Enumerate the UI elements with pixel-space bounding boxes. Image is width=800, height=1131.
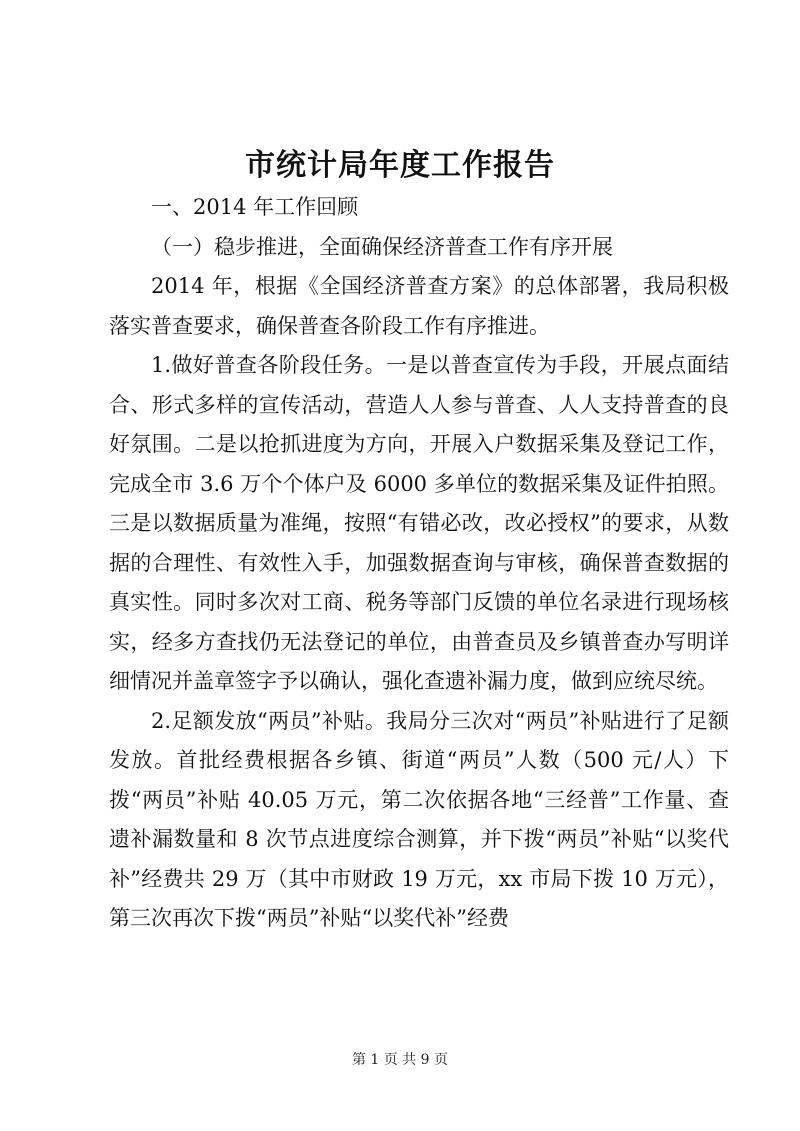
body-paragraph: 2.足额发放“两员”补贴。我局分三次对“两员”补贴进行了足额发放。首批经费根据各乡镇、街道“两员”人数（500 元/人）下拨“两员”补贴 40.05 万元，第二次依据各地“三经普”工作量、查遗补漏数量和 8 次节点进度综合测算，并下拨“两员”补贴“以奖代补”经费共 29 万（其中市财政 19 万元，xx 市局下拨 10 万元），第三次再次下拨“两员”补贴“以奖代补”经费: [109, 708, 729, 930]
section-heading: 一、2014 年工作回顾: [151, 195, 359, 219]
document-title: 市统计局年度工作报告: [245, 148, 555, 183]
subsection-heading: （一）稳步推进，全面确保经济普查工作有序开展: [151, 234, 613, 259]
document-body: [109, 188, 729, 939]
body-paragraph: 2014 年，根据《全国经济普查方案》的总体部署，我局积极落实普查要求，确保普查各阶段工作有序推进。: [109, 274, 729, 338]
page-footer: 第 1 页 共 9 页: [351, 1052, 449, 1068]
body-paragraph: 1.做好普查各阶段任务。一是以普查宣传为手段，开展点面结合、形式多样的宣传活动，营造人人参与普查、人人支持普查的良好氛围。二是以抢抓进度为方向，开展入户数据采集及登记工作，完成全市 3.6 万个个体户及 6000 多单位的数据采集及证件拍照。三是以数据质量为准绳，按照“有错必改，改必授权”的要求，从数据的合理性、有效性入手，加强数据查询与审核，确保普查数据的真实性。同时多次对工商、税务等部门反馈的单位名录进行现场核实，经多方查找仍无法登记的单位，由普查员及乡镇普查办写明详细情况并盖章签字予以确认，强化查遗补漏力度，做到应统尽统。: [109, 353, 729, 693]
